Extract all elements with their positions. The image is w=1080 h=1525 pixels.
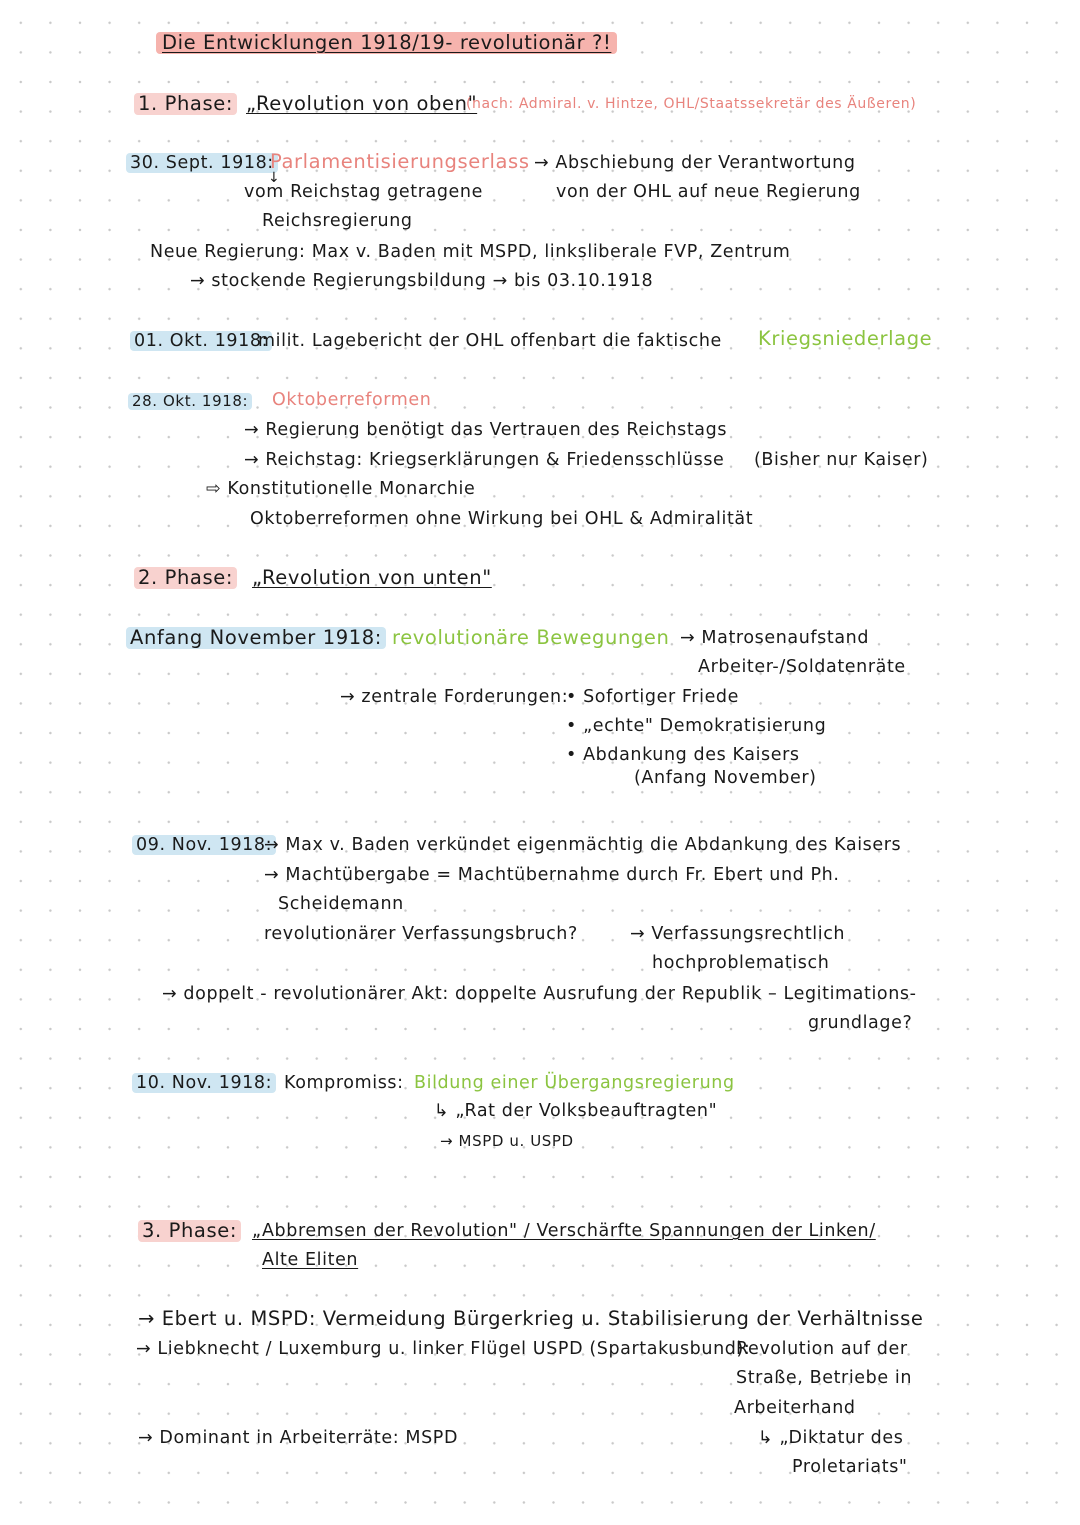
phase-3-heading-cont: Alte Eliten [262,1250,359,1270]
nov09-question: revolutionärer Verfassungsbruch? [264,924,578,944]
nov09-line2: → Machtübergabe = Machtübernahme durch Fr. Ebert und Ph. [264,865,840,885]
demand-item: • Abdankung des Kaisers [566,745,800,765]
okt28-item1: → Regierung benötigt das Vertrauen des Reichstags [244,420,728,440]
demand-item: • Sofortiger Friede [566,687,740,707]
nov09-answer1: → Verfassungsrechtlich [630,924,846,944]
phase3-dominant: → Dominant in Arbeiterräte: MSPD [138,1428,459,1448]
phase3-right3: Arbeiterhand [734,1398,856,1418]
date-30-sept: 30. Sept. 1918: [126,153,278,173]
nov-start-result1: → Matrosenaufstand [680,628,870,648]
nov10-label: Kompromiss: [284,1073,404,1093]
sept30-result2: von der OHL auf neue Regierung [556,182,861,202]
okt28-effect: Oktoberreformen ohne Wirkung bei OHL & Admiralität [250,509,754,529]
nov09-answer2: hochproblematisch [652,953,830,973]
okt01-text: milit. Lagebericht der OHL offenbart die faktische [258,331,722,351]
nov09-act1: → doppelt - revolutionärer Akt: doppelte Ausrufung der Republik – Legitimations- [162,984,917,1004]
sept30-sub2: Reichsregierung [262,211,413,231]
phase3-right1: Revolution auf der [736,1339,908,1359]
phase3-right4: ↳ „Diktatur des [758,1428,904,1448]
sept30-sub1: vom Reichstag getragene [244,182,483,202]
phase-2-heading: „Revolution von unten" [252,566,492,589]
nov09-act2: grundlage? [808,1013,913,1033]
nov-start-title: revolutionäre Bewegungen [392,626,670,649]
sept30-result1: → Abschiebung der Verantwortung [534,153,856,173]
nov10-sub1: ↳ „Rat der Volksbeauftragten" [434,1101,718,1121]
phase3-line2: → Liebknecht / Luxemburg u. linker Flügel USPD (Spartakusbund): [136,1339,751,1359]
okt28-item2-note: (Bisher nur Kaiser) [754,450,929,470]
phase-3-label: 3. Phase: [138,1220,241,1242]
okt28-conclusion: ⇨ Konstitutionelle Monarchie [206,479,476,499]
phase-1-label: 1. Phase: [134,93,237,115]
sept30-title: Parlamentisierungserlass [270,150,530,173]
okt01-highlight: Kriegsniederlage [758,327,933,350]
nov-start-demands-note: (Anfang November) [634,768,817,788]
nov-start-demands-label: → zentrale Forderungen: [340,687,569,707]
okt28-item2: → Reichstag: Kriegserklärungen & Friedensschlüsse [244,450,725,470]
demand-item: • „echte" Demokratisierung [566,716,827,736]
sept30-formation: → stockende Regierungsbildung → bis 03.10.1918 [190,271,654,291]
nov09-line1: → Max v. Baden verkündet eigenmächtig die Abdankung des Kaisers [264,835,902,855]
arrow-down-icon: ↓ [268,170,281,186]
page-title: Die Entwicklungen 1918/19- revolutionär ?! [156,32,617,54]
phase-3-heading: „Abbremsen der Revolution" / Verschärfte Spannungen der Linken/ [252,1221,876,1241]
nov09-line3: Scheidemann [278,894,404,914]
nov-start-result2: Arbeiter-/Soldatenräte [698,657,906,677]
okt28-title: Oktoberreformen [272,390,432,410]
phase3-right5: Proletariats" [792,1457,908,1477]
date-01-okt: 01. Okt. 1918: [130,331,272,351]
phase-1-note: (nach: Admiral. v. Hintze, OHL/Staatssekretär des Äußeren) [466,96,917,112]
sept30-gov: Neue Regierung: Max v. Baden mit MSPD, linksliberale FVP, Zentrum [150,242,791,262]
phase-1-heading: „Revolution von oben" [246,92,478,115]
date-09-nov: 09. Nov. 1918: [132,835,276,855]
date-anfang-november: Anfang November 1918: [126,627,386,649]
phase-2-label: 2. Phase: [134,567,237,589]
phase3-line1: → Ebert u. MSPD: Vermeidung Bürgerkrieg u. Stabilisierung der Verhältnisse [138,1307,924,1330]
nov10-sub2: → MSPD u. USPD [440,1132,574,1150]
nov10-title: Bildung einer Übergangsregierung [414,1073,735,1093]
date-10-nov: 10. Nov. 1918: [132,1073,276,1093]
phase3-right2: Straße, Betriebe in [736,1368,913,1388]
date-28-okt: 28. Okt. 1918: [128,393,252,410]
